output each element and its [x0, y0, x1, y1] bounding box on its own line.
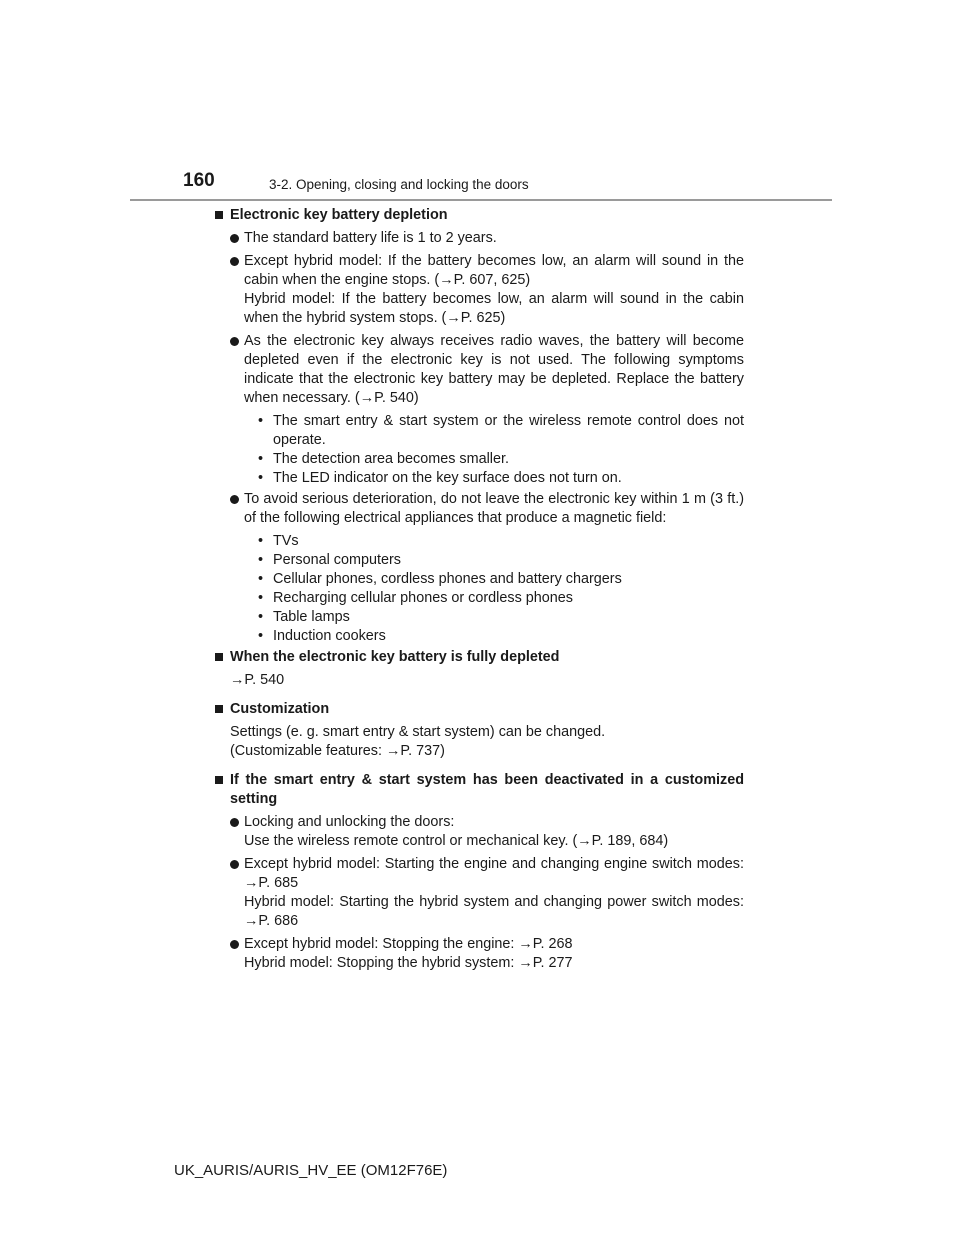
- list-item: • Table lamps: [258, 609, 350, 625]
- round-bullet-icon: [230, 337, 239, 346]
- footer-model-code: UK_AURIS/AURIS_HV_EE (OM12F76E): [174, 1162, 448, 1179]
- bullet-starting-system: Except hybrid model: Starting the engine and changing engine switch modes: →P. 685 Hybrid model: Starting the hybrid system and changing power switch modes: →P. 686: [214, 855, 744, 931]
- fully-depleted-reference: →P. 540: [230, 672, 285, 688]
- heading-battery-depletion: Electronic key battery depletion: [214, 206, 744, 225]
- bullet-magnetic-field: To avoid serious deterioration, do not leave the electronic key within 1 m (3 ft.) of the following electrical appliances that produce a magnetic field:: [214, 490, 744, 528]
- heading-customization: Customization: [214, 700, 744, 719]
- list-item: • TVs: [258, 533, 299, 549]
- round-bullet-icon: [230, 940, 239, 949]
- bullet-radio-waves: As the electronic key always receives radio waves, the battery will become depleted even if the electronic key is not used. The following symptoms indicate that the electronic key battery may be depleted. Replace the battery when necessary. (→P. 540): [214, 332, 744, 408]
- bullet-locking-unlocking: Locking and unlocking the doors: Use the wireless remote control or mechanical key. (→P. 189, 684): [214, 813, 744, 851]
- square-bullet-icon: [215, 705, 223, 713]
- round-bullet-icon: [230, 860, 239, 869]
- customization-text: Settings (e. g. smart entry & start system) can be changed. (Customizable features: →P. 737): [230, 724, 606, 759]
- page-number: 160: [183, 170, 215, 191]
- square-bullet-icon: [215, 776, 223, 784]
- list-item: • The detection area becomes smaller.: [258, 451, 509, 467]
- round-bullet-icon: [230, 234, 239, 243]
- heading-deactivated-system: If the smart entry & start system has been deactivated in a customized setting: [214, 771, 744, 809]
- round-bullet-icon: [230, 257, 239, 266]
- header-rule: [130, 199, 832, 201]
- heading-fully-depleted: When the electronic key battery is fully depleted: [214, 648, 744, 667]
- list-item: • Recharging cellular phones or cordless phones: [258, 590, 573, 606]
- bullet-battery-life: The standard battery life is 1 to 2 years.: [214, 229, 744, 248]
- list-item: • Induction cookers: [258, 628, 386, 644]
- symptom-list: [214, 412, 744, 488]
- page-content: [214, 206, 744, 977]
- list-item: • Cellular phones, cordless phones and battery chargers: [258, 571, 622, 587]
- list-item: • Personal computers: [258, 552, 401, 568]
- round-bullet-icon: [230, 818, 239, 827]
- square-bullet-icon: [215, 653, 223, 661]
- section-title: 3-2. Opening, closing and locking the doors: [269, 177, 529, 192]
- list-item: • The LED indicator on the key surface does not turn on.: [258, 470, 622, 486]
- appliance-list: [214, 532, 744, 646]
- round-bullet-icon: [230, 495, 239, 504]
- list-item: • The smart entry & start system or the wireless remote control does not operate.: [258, 413, 744, 448]
- bullet-stopping-system: Except hybrid model: Stopping the engine: →P. 268 Hybrid model: Stopping the hybrid system: →P. 277: [214, 935, 744, 973]
- square-bullet-icon: [215, 211, 223, 219]
- bullet-low-battery-alarm: Except hybrid model: If the battery becomes low, an alarm will sound in the cabin when the engine stops. (→P. 607, 625) Hybrid model: If the battery becomes low, an alarm will sound in the cabin when the hybrid system stops. (→P. 625): [214, 252, 744, 328]
